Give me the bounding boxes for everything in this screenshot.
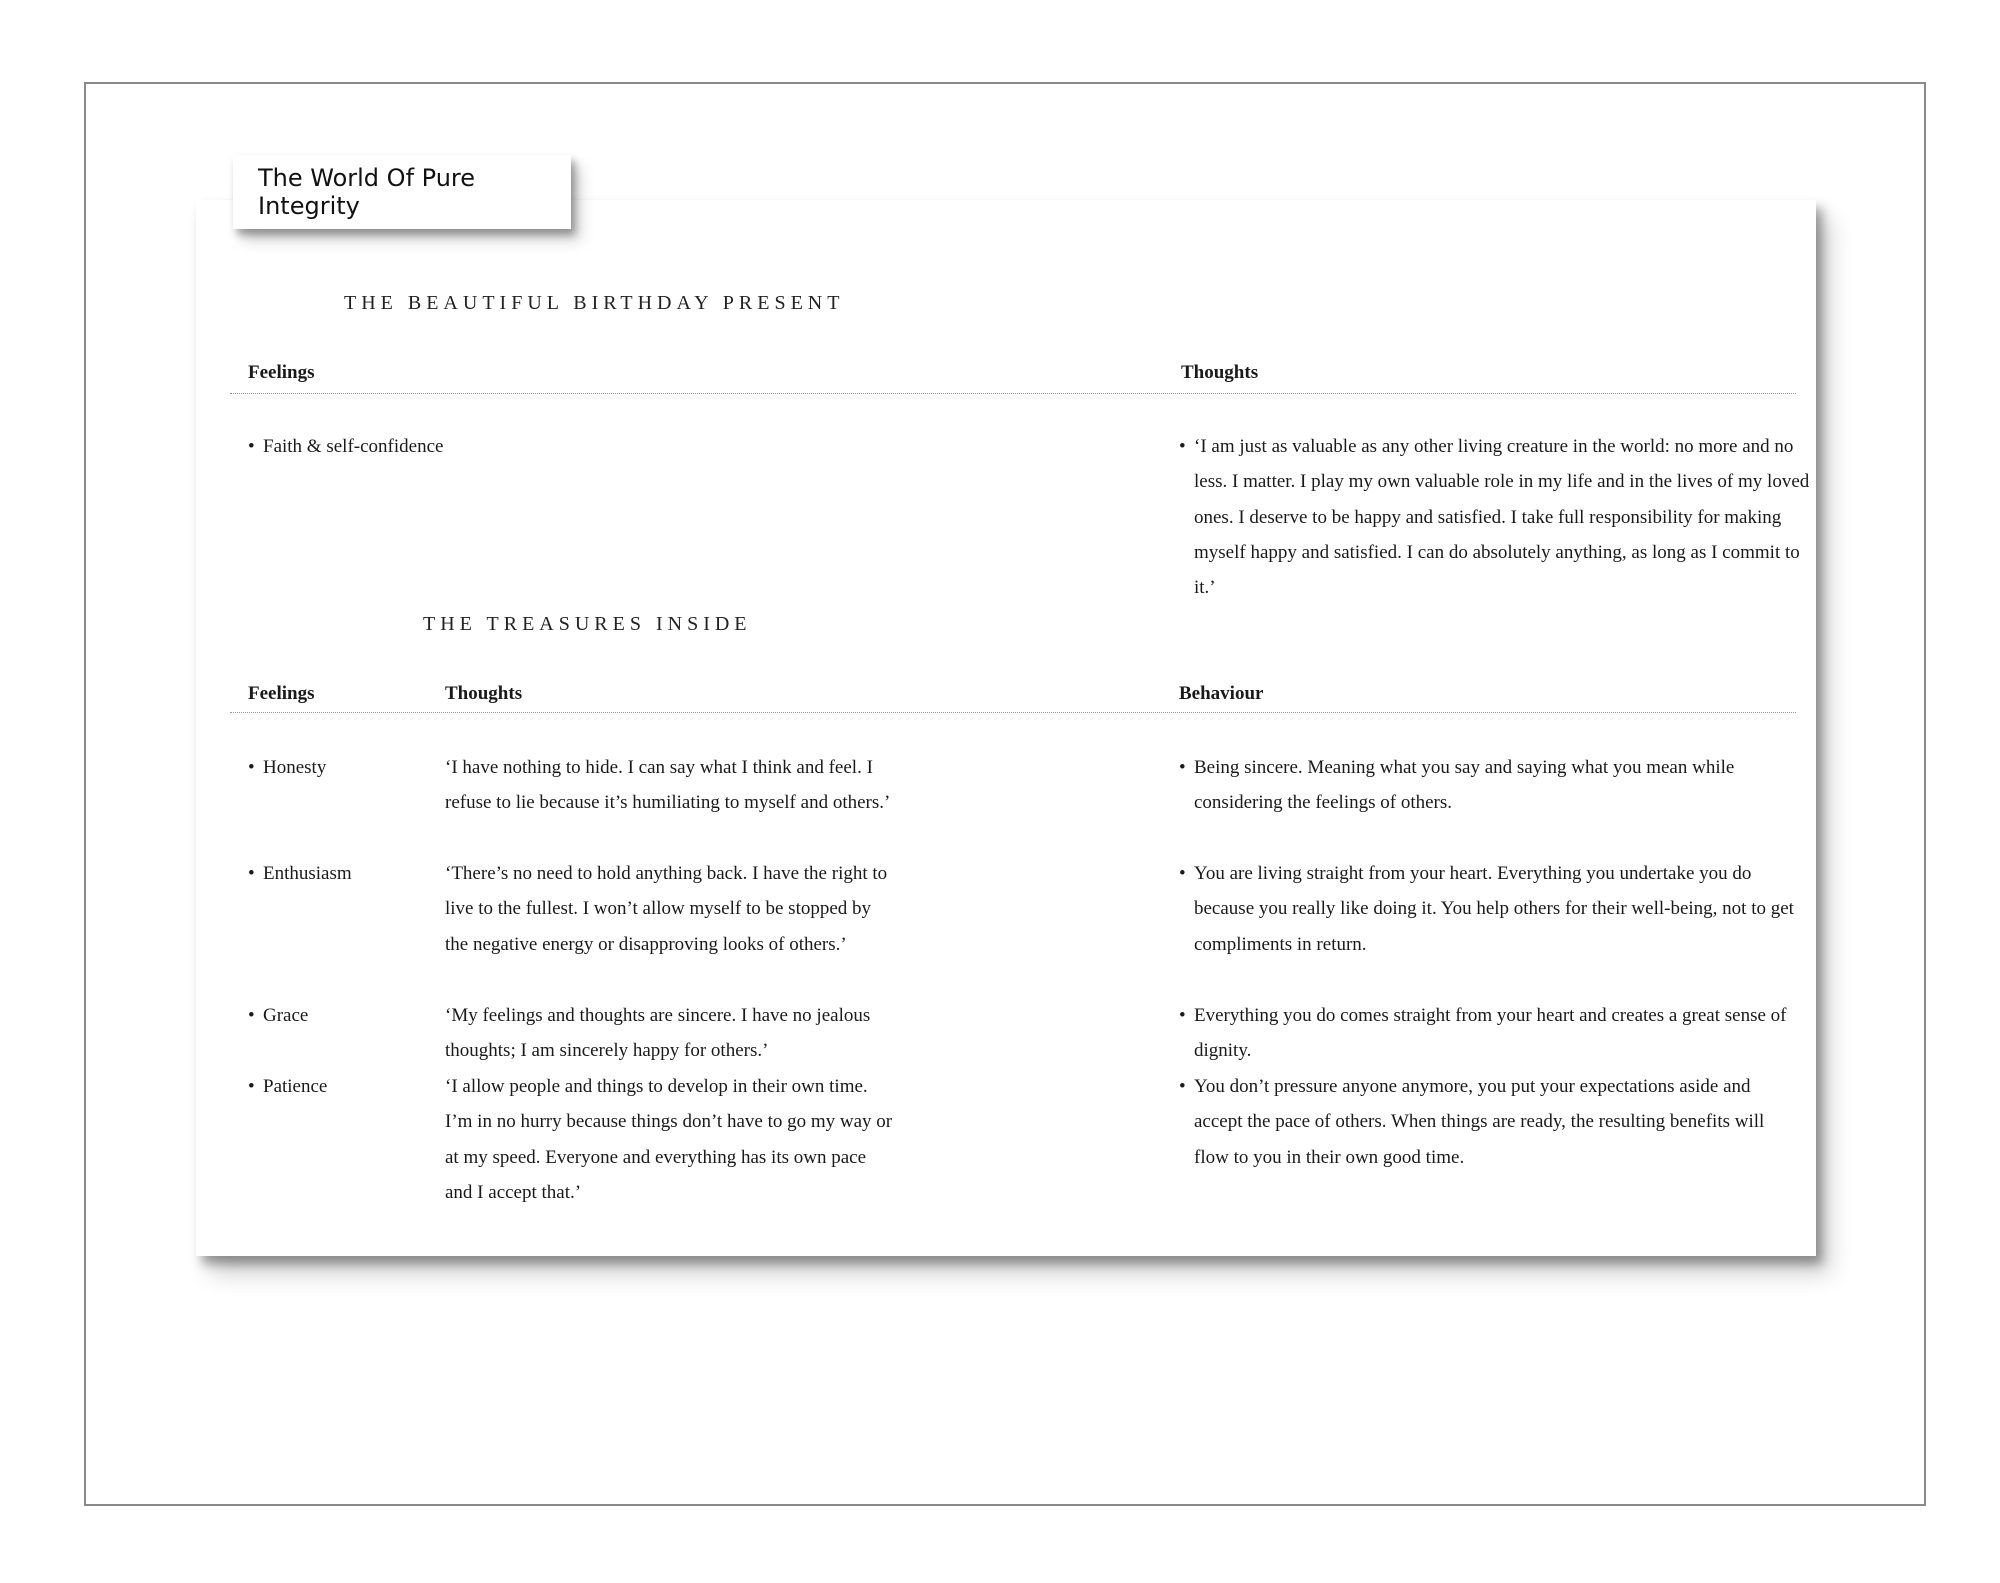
- bullet: •: [1179, 1076, 1186, 1097]
- column-header-behaviour: Behaviour: [1179, 683, 1264, 704]
- bullet: •: [1179, 1005, 1186, 1026]
- thought-text: ‘I am just as valuable as any other living creature in the world: no more and no less. I matter. I play my own valuable role in my life and in the lives of my loved ones. I deserve to be happy and satisfied. I take full responsibility for making myself happy and satisfied. I can do absolutely anything, as long as I commit to it.’: [1194, 436, 1810, 599]
- feeling-text: Honesty: [263, 757, 327, 778]
- table-row-thought: ‘I allow people and things to develop in their own time. I’m in no hurry because things don’t have to go my way or at my speed. Everyone and everything has its own pace and I accept that.’: [445, 1076, 893, 1203]
- section-title-birthday-present: THE BEAUTIFUL BIRTHDAY PRESENT: [344, 292, 845, 314]
- bullet: •: [248, 863, 255, 884]
- column-header-feelings: Feelings: [248, 362, 315, 383]
- behaviour-text: Everything you do comes straight from your heart and creates a great sense of dignity.: [1194, 1005, 1787, 1062]
- behaviour-text: You are living straight from your heart. Everything you undertake you do because you really like doing it. You help others for their well-being, not to get compliments in return.: [1194, 863, 1794, 955]
- list-item-thought: [1179, 429, 1819, 605]
- header-divider: [230, 393, 1796, 394]
- column-header-thoughts: Thoughts: [445, 683, 523, 704]
- feeling-text: Patience: [263, 1076, 328, 1097]
- behaviour-text: You don’t pressure anyone anymore, you put your expectations aside and accept the pace of others. When things are ready, the resulting benefits will flow to you in their own good time.: [1194, 1076, 1765, 1168]
- bullet: •: [248, 757, 255, 778]
- table-row-feeling: [248, 998, 438, 1033]
- table-row-behaviour: [1179, 998, 1799, 1069]
- list-item-feeling: [248, 429, 648, 464]
- document-title: The World Of Pure Integrity: [258, 164, 476, 220]
- column-header-thoughts: Thoughts: [1181, 362, 1259, 383]
- bullet: •: [1179, 436, 1186, 457]
- bullet: •: [248, 1076, 255, 1097]
- header-divider: [230, 712, 1796, 713]
- bullet: •: [1179, 863, 1186, 884]
- feeling-text: Enthusiasm: [263, 863, 352, 884]
- behaviour-text: Being sincere. Meaning what you say and saying what you mean while considering the feelings of others.: [1194, 757, 1735, 814]
- bullet: •: [1179, 757, 1186, 778]
- table-row-feeling: [248, 856, 438, 891]
- table-row-behaviour: [1179, 1069, 1799, 1175]
- table-row-feeling: [248, 1069, 438, 1104]
- feeling-text: Grace: [263, 1005, 309, 1026]
- bullet: •: [248, 436, 255, 457]
- bullet: •: [248, 1005, 255, 1026]
- section-title-treasures-inside: THE TREASURES INSIDE: [423, 613, 752, 635]
- column-header-feelings: Feelings: [248, 683, 315, 704]
- table-row-thought: ‘There’s no need to hold anything back. I have the right to live to the fullest. I won’t allow myself to be stopped by the negative energy or disapproving looks of others.’: [445, 863, 888, 955]
- table-row-thought: ‘I have nothing to hide. I can say what I think and feel. I refuse to lie because it’s humiliating to myself and others.’: [445, 757, 891, 814]
- table-row-behaviour: [1179, 856, 1799, 962]
- table-row-feeling: [248, 750, 438, 785]
- document-title-tab: [233, 155, 571, 229]
- table-row-behaviour: [1179, 750, 1799, 821]
- table-row-thought: ‘My feelings and thoughts are sincere. I have no jealous thoughts; I am sincerely happy for others.’: [445, 1005, 871, 1062]
- feeling-text: Faith & self-confidence: [263, 436, 444, 457]
